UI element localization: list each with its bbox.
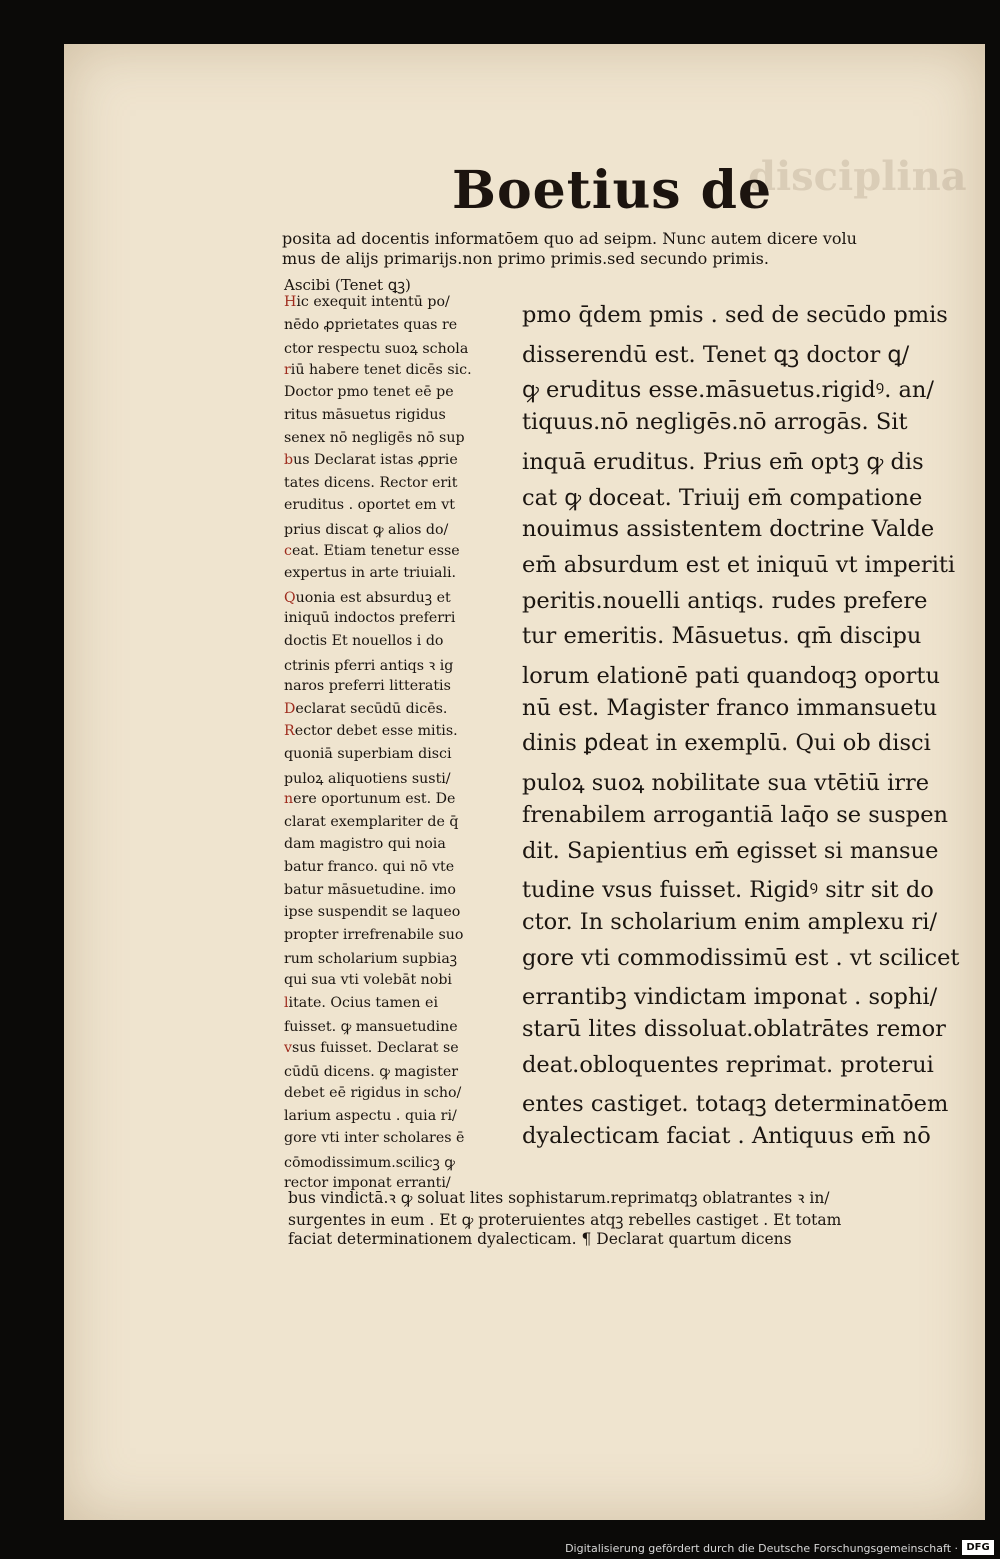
right-col-line: gore vti commodissimū est . vt scilicet	[522, 944, 960, 971]
right-col-line: nū est. Magister franco immansuetu	[522, 694, 938, 721]
left-col-line: propter irrefrenabile suo	[284, 926, 464, 943]
left-col-line: litate. Ocius tamen ei	[284, 994, 438, 1011]
left-col-line: iniquū indoctos preferri	[284, 610, 456, 627]
left-col-line: cūdū dicens. ꝙ magister	[284, 1064, 459, 1081]
right-col-line: pmo q̄dem pmis . sed de secūdo pmis	[522, 302, 948, 328]
top-line: mus de alijs primarijs.non primo primis.sed secundo primis.	[282, 249, 769, 268]
left-col-line: tates dicens. Rector erit	[284, 474, 458, 491]
left-col-line: Quonia est absurduꝫ et	[284, 589, 451, 606]
left-col-line: Declarat secūdū dicēs.	[284, 700, 448, 717]
right-col-line: deat.obloquentes reprimat. proterui	[522, 1051, 934, 1078]
bottom-line: faciat determinationem dyalecticam. ¶ Declarat quartum dicens	[288, 1230, 792, 1248]
left-col-line: ritus māsuetus rigidus	[284, 407, 446, 423]
left-col-line: debet eē rigidus in scho/	[284, 1085, 462, 1101]
right-col-line: dyalecticam faciat . Antiquus em̄ nō	[522, 1123, 931, 1150]
right-col-line: lorum elationē pati quandoqꝫ oportu	[522, 663, 940, 689]
left-col-line: gore vti inter scholares ē	[284, 1130, 465, 1147]
right-col-line: dinis ꝑdeat in exemplū. Qui ob disci	[522, 730, 931, 757]
footer-credit: Digitalisierung gefördert durch die Deutsche Forschungsgemeinschaft ·	[565, 1542, 958, 1555]
right-col-line: cat ꝙ doceat. Triuij em̄ compatione	[522, 484, 923, 511]
left-col-line: senex nō negligēs nō sup	[284, 429, 465, 446]
left-col-line: dam magistro qui noia	[284, 836, 446, 853]
left-col-line: vsus fuisset. Declarat se	[284, 1039, 459, 1056]
show-through-heading: disciplina	[748, 153, 967, 200]
left-col-line: Rector debet esse mitis.	[284, 723, 458, 740]
right-col-line: puloꝝ suoꝝ nobilitate sua vtētiū irre	[522, 770, 930, 797]
right-col-line: nouimus assistentem doctrine Valde	[522, 516, 935, 543]
right-col-line: frenabilem arrogantiā laq̄o se suspen	[522, 801, 949, 828]
left-col-line: eruditus . oportet em vt	[284, 497, 455, 514]
left-col-line: expertus in arte triuiali.	[284, 565, 457, 582]
bottom-line: surgentes in eum . Et ꝙ proteruientes atqꝫ rebelles castiget . Et totam	[288, 1211, 842, 1229]
right-col-line: ctor. In scholarium enim amplexu ri/	[522, 908, 938, 935]
right-col-line: errantibꝫ vindictam imponat . sophi/	[522, 984, 938, 1011]
left-column-heading: Ascibi (Tenet ꝗꝫ)	[284, 276, 411, 294]
left-col-line: batur māsuetudine. imo	[284, 881, 456, 898]
right-col-line: entes castiget. totaqꝫ determinatōem	[522, 1091, 949, 1118]
left-col-line: cōmodissimum.scilicꝫ ꝙ	[284, 1154, 455, 1171]
page-title: Boetius de	[452, 160, 773, 221]
left-col-line: Doctor pmo tenet eē pe	[284, 384, 454, 401]
top-line: posita ad docentis informatōem quo ad seipm. Nunc autem dicere volu	[282, 229, 857, 248]
left-col-line: rum scholarium supbiaꝫ	[284, 951, 458, 968]
left-col-line: fuisset. ꝙ mansuetudine	[284, 1019, 458, 1036]
right-col-line: starū lites dissoluat.oblatrātes remor	[522, 1016, 946, 1042]
right-col-line: peritis.nouelli antiqs. rudes prefere	[522, 587, 928, 614]
left-col-line: naros preferri litteratis	[284, 678, 451, 695]
left-col-line: ctrinis pferri antiqs ꝛ ig	[284, 657, 454, 674]
right-col-line: inquā eruditus. Prius em̄ optꝫ ꝙ dis	[522, 448, 924, 475]
left-col-line: nere oportunum est. De	[284, 791, 456, 808]
right-col-line: tiquus.nō negligēs.nō arrogās. Sit	[522, 409, 908, 436]
left-col-line: quoniā superbiam disci	[284, 746, 452, 762]
right-col-line: tur emeritis. Māsuetus. qm̄ discipu	[522, 623, 922, 650]
right-col-line: ꝙ eruditus esse.māsuetus.rigidꝰ. an/	[522, 377, 934, 404]
left-col-line: riū habere tenet dicēs sic.	[284, 361, 472, 378]
right-col-line: tudine vsus fuisset. Rigidꝰ sitr sit do	[522, 877, 934, 904]
dfg-logo: DFG	[962, 1540, 994, 1555]
left-col-line: prius discat ꝙ alios do/	[284, 522, 449, 538]
left-col-line: batur franco. qui nō vte	[284, 859, 455, 875]
left-col-line: ceat. Etiam tenetur esse	[284, 542, 460, 559]
bottom-line: bus vindictā.ꝛ ꝙ soluat lites sophistarum.reprimatqꝫ oblatrantes ꝛ in/	[288, 1189, 830, 1207]
left-col-line: rector imponat erranti/	[284, 1175, 451, 1192]
left-col-line: qui sua vti volebāt nobi	[284, 972, 452, 988]
right-col-line: em̄ absurdum est et iniquū vt imperiti	[522, 551, 956, 578]
right-col-line: disserendū est. Tenet ꝗꝫ doctor ꝗ/	[522, 341, 910, 368]
left-col-line: larium aspectu . quia ri/	[284, 1107, 457, 1124]
left-col-line: Hic exequit intentū po/	[284, 294, 450, 310]
left-col-line: clarat exemplariter de q̄	[284, 813, 459, 830]
left-col-line: ipse suspendit se laqueo	[284, 904, 461, 921]
left-col-line: bus Declarat istas ꝓprie	[284, 452, 458, 469]
left-col-line: puloꝝ aliquotiens susti/	[284, 770, 451, 787]
left-col-line: doctis Et nouellos i do	[284, 633, 444, 649]
left-col-line: nēdo ꝓprietates quas re	[284, 316, 458, 333]
right-col-line: dit. Sapientius em̄ egisset si mansue	[522, 837, 939, 864]
left-col-line: ctor respectu suoꝝ schola	[284, 341, 469, 358]
